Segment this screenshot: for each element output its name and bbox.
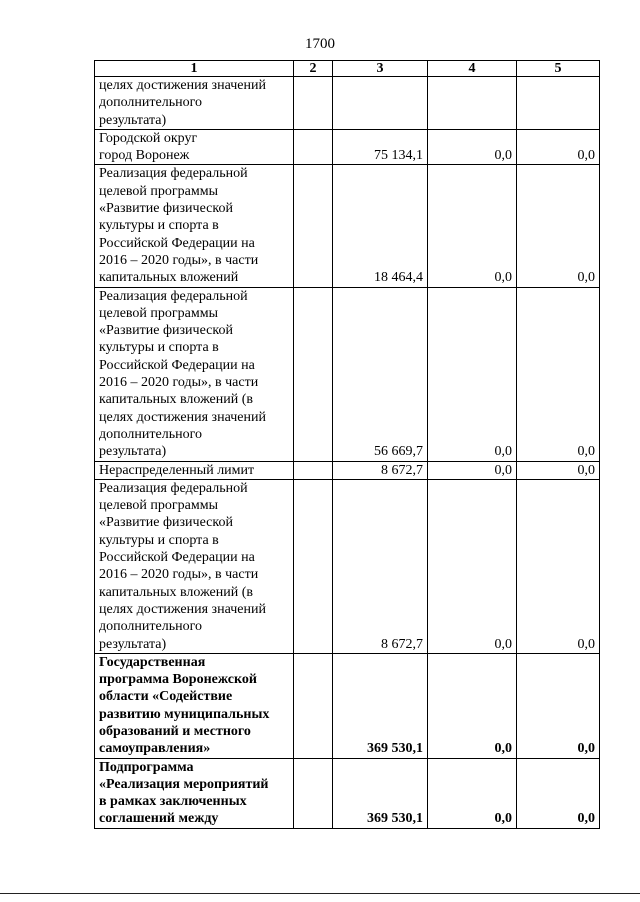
table-row: [95, 461, 600, 479]
budget-table: [94, 60, 600, 829]
row-col-2: [294, 287, 333, 461]
table-row: [95, 653, 600, 758]
table-row: [95, 287, 600, 461]
row-col-3: 8 672,7: [333, 479, 428, 653]
page-bottom-rule: [0, 893, 640, 894]
row-col-5: 0,0: [517, 461, 600, 479]
row-col-3: 75 134,1: [333, 129, 428, 165]
row-col-2: [294, 758, 333, 828]
row-name: Подпрограмма «Реализация мероприятий в рамках заключенных соглашений между: [95, 758, 294, 828]
table-row: [95, 77, 600, 130]
table-row: [95, 165, 600, 287]
row-col-4: 0,0: [428, 653, 517, 758]
row-col-5: 0,0: [517, 287, 600, 461]
row-col-2: [294, 479, 333, 653]
row-col-5: 0,0: [517, 129, 600, 165]
row-name: целях достижения значений дополнительного результата): [95, 77, 294, 130]
row-col-4: 0,0: [428, 479, 517, 653]
row-col-2: [294, 77, 333, 130]
row-col-5: 0,0: [517, 165, 600, 287]
row-name: Реализация федеральной целевой программы «Развитие физической культуры и спорта в Российской Федерации на 2016 – 2020 годы», в части капитальных вложений: [95, 165, 294, 287]
row-col-2: [294, 129, 333, 165]
row-col-3: 56 669,7: [333, 287, 428, 461]
row-col-4: 0,0: [428, 129, 517, 165]
header-row: [95, 61, 600, 77]
row-col-4: 0,0: [428, 461, 517, 479]
row-name: Реализация федеральной целевой программы «Развитие физической культуры и спорта в Российской Федерации на 2016 – 2020 годы», в части капитальных вложений (в целях достижения значений дополнительного результата): [95, 287, 294, 461]
table-body: [95, 77, 600, 829]
row-col-3: 18 464,4: [333, 165, 428, 287]
row-col-5: 0,0: [517, 758, 600, 828]
row-col-4: 0,0: [428, 165, 517, 287]
row-col-3: [333, 77, 428, 130]
row-col-2: [294, 461, 333, 479]
row-col-4: [428, 77, 517, 130]
page-number: 1700: [305, 36, 335, 52]
row-name: Государственная программа Воронежской области «Содействие развитию муниципальных образований и местного самоуправления»: [95, 653, 294, 758]
table-row: [95, 129, 600, 165]
row-col-3: 369 530,1: [333, 653, 428, 758]
row-name: Нераспределенный лимит: [95, 461, 294, 479]
table-row: [95, 758, 600, 828]
header-col-2: 2: [294, 61, 333, 77]
header-col-4: 4: [428, 61, 517, 77]
row-col-3: 8 672,7: [333, 461, 428, 479]
row-col-2: [294, 653, 333, 758]
header-col-1: 1: [95, 61, 294, 77]
row-name: Городской округ город Воронеж: [95, 129, 294, 165]
row-col-5: [517, 77, 600, 130]
row-col-5: 0,0: [517, 479, 600, 653]
row-col-2: [294, 165, 333, 287]
row-col-5: 0,0: [517, 653, 600, 758]
header-col-3: 3: [333, 61, 428, 77]
row-col-4: 0,0: [428, 287, 517, 461]
table-row: [95, 479, 600, 653]
row-col-4: 0,0: [428, 758, 517, 828]
row-col-3: 369 530,1: [333, 758, 428, 828]
header-col-5: 5: [517, 61, 600, 77]
row-name: Реализация федеральной целевой программы «Развитие физической культуры и спорта в Российской Федерации на 2016 – 2020 годы», в части капитальных вложений (в целях достижения значений дополнительного результата): [95, 479, 294, 653]
